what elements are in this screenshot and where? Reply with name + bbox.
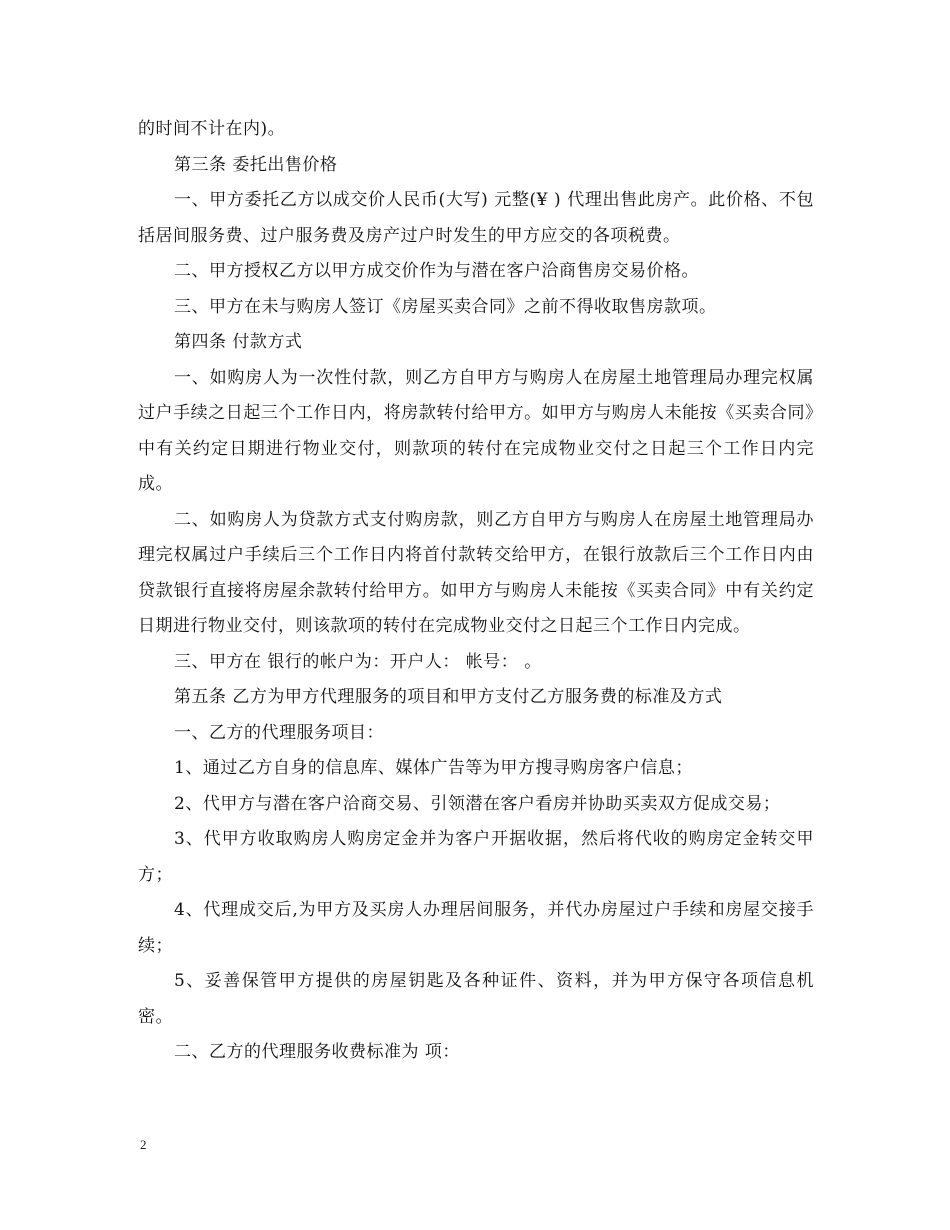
paragraph-8: 二、如购房人为贷款方式支付购房款，则乙方自甲方与购房人在房屋土地管理局办理完权属过户手续后三个工作日内将首付款转交给甲方，在银行放款后三个工作日内由贷款银行直接将房屋余款转付给甲方。如甲方与购房人未能按《买卖合同》中有关约定日期进行物业交付，则该款项的转付在完成物业交付之日起三个工作日内完成。 <box>138 509 814 636</box>
paragraph-1: 的时间不计在内)。 <box>138 119 286 139</box>
document-body <box>138 112 814 1071</box>
paragraph-16: 5、妥善保管甲方提供的房屋钥匙及各种证件、资料，并为甲方保守各项信息机密。 <box>138 971 814 1027</box>
paragraph-7: 一、如购房人为一次性付款，则乙方自甲方与购房人在房屋土地管理局办理完权属过户手续之日起三个工作日内，将房款转付给甲方。如甲方与购房人未能按《买卖合同》中有关约定日期进行物业交付，则款项的转付在完成物业交付之日起三个工作日内完成。 <box>138 367 814 494</box>
paragraph-5: 三、甲方在未与购房人签订《房屋买卖合同》之前不得收取售房款项。 <box>174 296 717 317</box>
paragraph-3: 一、甲方委托乙方以成交价人民币(大写) 元整(¥ ) 代理出售此房产。此价格、不包括居间服务费、过户服务费及房产过户时发生的甲方应交的各项税费。 <box>138 190 814 246</box>
article-4-heading: 第四条 付款方式 <box>174 332 303 352</box>
article-5-heading: 第五条 乙方为甲方代理服务的项目和甲方支付乙方服务费的标准及方式 <box>174 687 723 707</box>
article-3-heading: 第三条 委托出售价格 <box>174 154 338 175</box>
paragraph-12: 1、通过乙方自身的信息库、媒体广告等为甲方搜寻购房客户信息； <box>174 758 693 778</box>
paragraph-4: 二、甲方授权乙方以甲方成交价作为与潜在客户洽商售房交易价格。 <box>174 261 699 281</box>
paragraph-14: 3、代甲方收取购房人购房定金并为客户开据收据，然后将代收的购房定金转交甲方； <box>138 829 814 885</box>
paragraph-17: 二、乙方的代理服务收费标准为 项： <box>174 1042 460 1062</box>
page-number: 2 <box>140 1137 147 1152</box>
paragraph-9: 三、甲方在 银行的帐户为：开户人： 帐号： 。 <box>174 651 542 672</box>
paragraph-13: 2、代甲方与潜在客户洽商交易、引领潜在客户看房并协助买卖双方促成交易； <box>174 793 781 814</box>
paragraph-11: 一、乙方的代理服务项目： <box>174 722 384 743</box>
paragraph-15: 4、代理成交后,为甲方及买房人办理居间服务，并代办房屋过户手续和房屋交接手续； <box>138 900 814 956</box>
